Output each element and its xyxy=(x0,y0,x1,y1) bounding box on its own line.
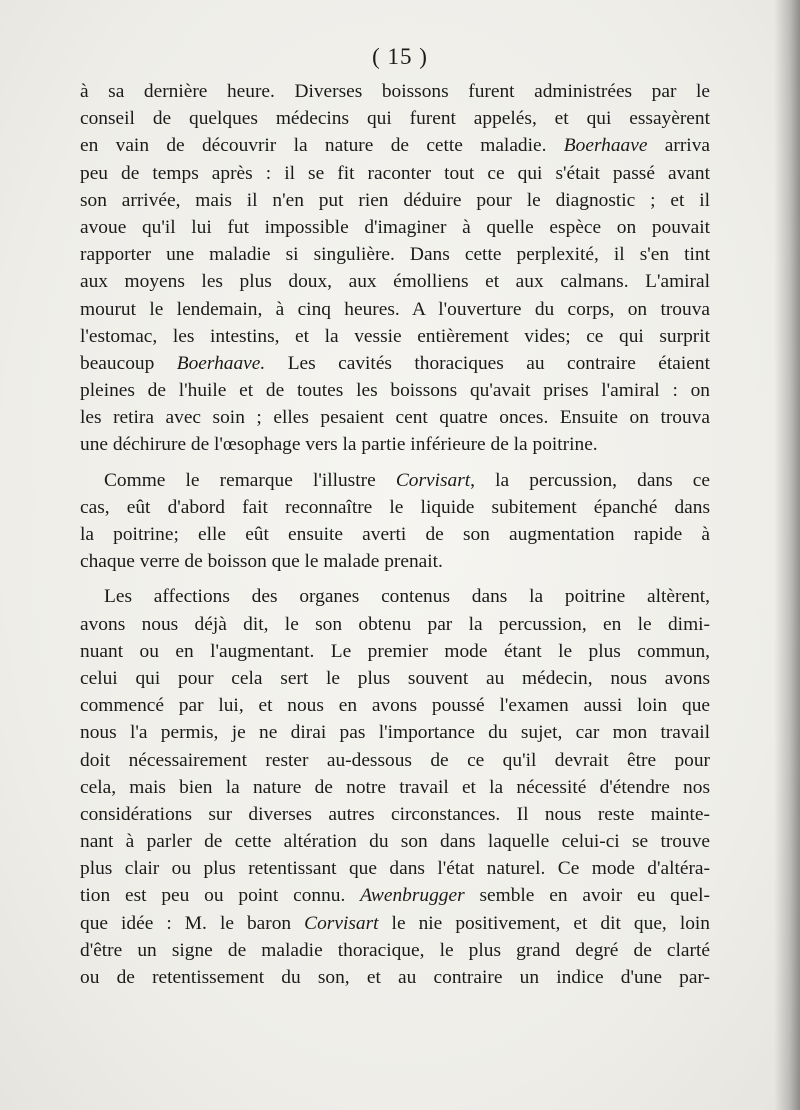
page-number: ( 15 ) xyxy=(372,44,428,69)
text-line xyxy=(80,638,710,665)
italic-name: Boerhaave xyxy=(563,135,648,157)
text-run: cela, mais bien la nature de notre travail et la nécessité d'étendre nos xyxy=(80,776,710,798)
text-line xyxy=(80,828,710,855)
text-run: commencé par lui, et nous en avons poussé l'examen aussi loin que xyxy=(80,695,710,717)
text-line xyxy=(80,431,710,458)
paragraph-gap xyxy=(80,575,710,583)
italic-name: Corvisart xyxy=(395,469,471,491)
text-run: avoue qu'il lui fut impossible d'imaginer à quelle espèce on pouvait xyxy=(80,216,710,238)
text-run: conseil de quelques médecins qui furent appelés, et qui essayèrent xyxy=(80,108,710,130)
text-run: aux moyens les plus doux, aux émolliens et aux calmans. L'amiral xyxy=(80,271,710,293)
text-run: avons nous déjà dit, le son obtenu par la percussion, en le dimi- xyxy=(80,613,710,635)
text-run: considérations sur diverses autres circonstances. Il nous reste mainte- xyxy=(80,803,710,825)
text-run: arriva xyxy=(647,135,710,157)
text-line xyxy=(80,747,710,774)
italic-name: Boerhaave. xyxy=(176,352,266,374)
paragraph-gap xyxy=(80,459,710,467)
text-run: chaque verre de boisson que le malade prenait. xyxy=(80,551,443,573)
italic-name: Awenbrugger xyxy=(360,885,465,907)
text-run: rapporter une maladie si singulière. Dans cette perplexité, il s'en tint xyxy=(80,244,710,266)
text-line xyxy=(80,377,710,404)
text-run: peu de temps après : il se fit raconter tout ce qui s'était passé avant xyxy=(80,162,710,184)
text-run: l'estomac, les intestins, et la vessie entièrement vides; ce qui surprit xyxy=(80,325,710,347)
text-run: à sa dernière heure. Diverses boissons furent administrées par le xyxy=(80,81,710,102)
text-run: en vain de découvrir la nature de cette maladie. xyxy=(80,135,564,157)
text-line xyxy=(80,296,710,323)
text-run: les retira avec soin ; elles pesaient cent quatre onces. Ensuite on trouva xyxy=(80,407,710,429)
text-run: nous l'a permis, je ne dirai pas l'importance du sujet, car mon travail xyxy=(80,722,710,744)
text-line xyxy=(80,611,710,638)
text-run: ou de retentissement du son, et au contraire un indice d'une par- xyxy=(80,967,710,988)
text-line xyxy=(80,494,710,521)
text-line xyxy=(80,937,710,964)
text-line xyxy=(80,187,710,214)
text-run: nant à parler de cette altération du son dans laquelle celui-ci se trouve xyxy=(80,831,710,853)
text-line xyxy=(80,801,710,828)
text-line xyxy=(80,964,710,991)
text-run: , la percussion, dans ce xyxy=(470,469,710,491)
paragraph xyxy=(80,78,710,459)
text-line xyxy=(80,774,710,801)
text-line xyxy=(80,241,710,268)
text-line xyxy=(80,665,710,692)
text-line xyxy=(80,160,710,187)
text-line xyxy=(80,467,710,494)
text-run: une déchirure de l'œsophage vers la partie inférieure de la poitrine. xyxy=(80,434,598,456)
text-run: son arrivée, mais il n'en put rien déduire pour le diagnostic ; et il xyxy=(80,189,710,211)
text-line xyxy=(80,910,710,937)
text-run: que idée : M. le baron xyxy=(80,912,305,934)
text-line xyxy=(80,350,710,377)
text-run: Les cavités thoraciques au contraire étaient xyxy=(265,352,710,374)
text-run: tion est peu ou point connu. xyxy=(80,885,361,907)
text-run: la poitrine; elle eût ensuite averti de son augmentation rapide à xyxy=(80,524,710,545)
body-text xyxy=(80,78,710,991)
text-line xyxy=(80,521,710,548)
text-run: beaucoup xyxy=(80,352,177,374)
text-line xyxy=(80,692,710,719)
page-edge-shadow xyxy=(774,0,800,1110)
text-run: mourut le lendemain, à cinq heures. A l'ouverture du corps, on trouva xyxy=(80,298,710,320)
text-line xyxy=(80,323,710,350)
text-run: d'être un signe de maladie thoracique, le plus grand degré de clarté xyxy=(80,939,710,961)
italic-name: Corvisart xyxy=(304,912,379,934)
text-line xyxy=(80,548,710,575)
text-line xyxy=(80,132,710,159)
text-line xyxy=(80,404,710,431)
text-run: semble en avoir eu quel- xyxy=(464,885,710,907)
text-run: pleines de l'huile et de toutes les boissons qu'avait prises l'amiral : on xyxy=(80,380,710,402)
text-line xyxy=(80,719,710,746)
paragraph xyxy=(80,583,710,991)
text-run: Les affections des organes contenus dans la poitrine altèrent, xyxy=(104,586,710,608)
text-run: celui qui pour cela sert le plus souvent au médecin, nous avons xyxy=(80,667,710,689)
text-run: cas, eût d'abord fait reconnaître le liquide subitement épanché dans xyxy=(80,496,710,518)
text-line xyxy=(80,882,710,909)
text-line xyxy=(80,268,710,295)
text-line xyxy=(80,214,710,241)
paragraph xyxy=(80,467,710,576)
text-run: doit nécessairement rester au-dessous de ce qu'il devrait être pour xyxy=(80,749,710,771)
text-run: le nie positivement, et dit que, loin xyxy=(378,912,710,934)
text-line xyxy=(80,78,710,105)
text-line xyxy=(80,583,710,610)
text-line xyxy=(80,105,710,132)
text-run: Comme le remarque l'illustre xyxy=(104,469,396,491)
text-line xyxy=(80,855,710,882)
text-run: plus clair ou plus retentissant que dans l'état naturel. Ce mode d'altéra- xyxy=(80,858,710,880)
text-run: nuant ou en l'augmentant. Le premier mode étant le plus commun, xyxy=(80,640,710,662)
